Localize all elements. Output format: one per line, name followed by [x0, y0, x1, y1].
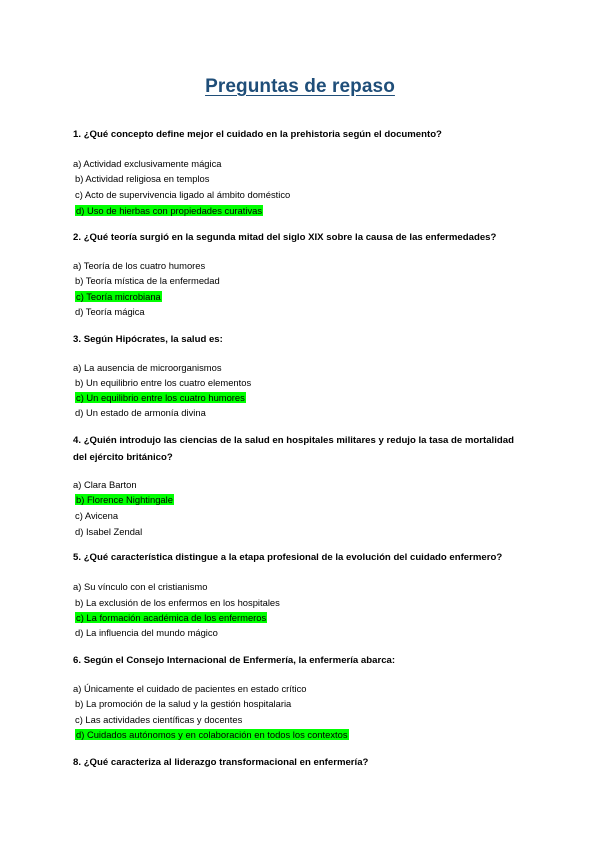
question-8: [73, 754, 528, 771]
option-5c: [75, 611, 267, 624]
question-number: 2.: [73, 232, 82, 243]
page-title: Preguntas de repaso: [205, 76, 395, 97]
option-2b: b) Teoría mística de la enfermedad: [75, 275, 220, 286]
question-text: ¿Qué característica distingue a la etapa profesional de la evolución del cuidado enfermero?: [83, 552, 503, 563]
highlighted-answer: d) Uso de hierbas con propiedades curativas: [76, 205, 263, 216]
option-6a: a) Únicamente el cuidado de pacientes en estado crítico: [73, 683, 307, 694]
option-3c: [75, 391, 246, 404]
question-number: 8.: [73, 757, 82, 768]
question-6: [73, 652, 528, 669]
option-6d: [75, 728, 349, 741]
option-2c: [75, 290, 162, 303]
option-5a: a) Su vínculo con el cristianismo: [73, 581, 208, 592]
option-6b: b) La promoción de la salud y la gestión hospitalaria: [75, 698, 292, 709]
question-3: [73, 331, 528, 348]
option-1d: [75, 204, 263, 217]
option-6c: c) Las actividades científicas y docentes: [75, 714, 243, 725]
option-5b: b) La exclusión de los enfermos en los hospitales: [75, 597, 280, 608]
question-text: ¿Quién introdujo las ciencias de la salud en hospitales militares y redujo la tasa de mortalidad del ejército británico?: [73, 435, 514, 463]
question-number: 6.: [73, 655, 82, 666]
option-4a: a) Clara Barton: [73, 479, 137, 490]
question-number: 4.: [73, 435, 82, 446]
option-4c: c) Avicena: [75, 510, 119, 521]
question-4: [73, 432, 528, 466]
question-5: [73, 549, 528, 566]
option-3b: b) Un equilibrio entre los cuatro elementos: [75, 377, 252, 388]
highlighted-answer: c) Un equilibrio entre los cuatro humores: [76, 392, 245, 403]
option-4b: [75, 493, 174, 506]
question-number: 5.: [73, 552, 82, 563]
option-3d: d) Un estado de armonía divina: [75, 407, 206, 418]
option-1a: a) Actividad exclusivamente mágica: [73, 158, 222, 169]
question-1: [73, 126, 528, 143]
question-text: ¿Qué concepto define mejor el cuidado en la prehistoria según el documento?: [83, 129, 442, 140]
question-text: ¿Qué caracteriza al liderazgo transformacional en enfermería?: [83, 757, 369, 768]
question-number: 3.: [73, 334, 82, 345]
option-4d: d) Isabel Zendal: [75, 526, 143, 537]
highlighted-answer: c) Teoría microbiana: [76, 291, 161, 302]
question-text: Según Hipócrates, la salud es:: [83, 334, 223, 345]
option-3a: a) La ausencia de microorganismos: [73, 362, 222, 373]
question-number: 1.: [73, 129, 82, 140]
option-1c: c) Acto de supervivencia ligado al ámbito doméstico: [75, 189, 291, 200]
option-2d: d) Teoría mágica: [75, 306, 145, 317]
option-1b: b) Actividad religiosa en templos: [75, 173, 210, 184]
highlighted-answer: d) Cuidados autónomos y en colaboración en todos los contextos: [76, 729, 348, 740]
highlighted-answer: b) Florence Nightingale: [76, 494, 173, 505]
option-2a: a) Teoría de los cuatro humores: [73, 260, 206, 271]
question-2: [73, 229, 528, 246]
highlighted-answer: c) La formación académica de los enfermeros: [76, 612, 267, 623]
question-text: Según el Consejo Internacional de Enfermería, la enfermería abarca:: [83, 655, 396, 666]
question-text: ¿Qué teoría surgió en la segunda mitad del siglo XIX sobre la causa de las enfermedades?: [83, 232, 497, 243]
option-5d: d) La influencia del mundo mágico: [75, 627, 218, 638]
